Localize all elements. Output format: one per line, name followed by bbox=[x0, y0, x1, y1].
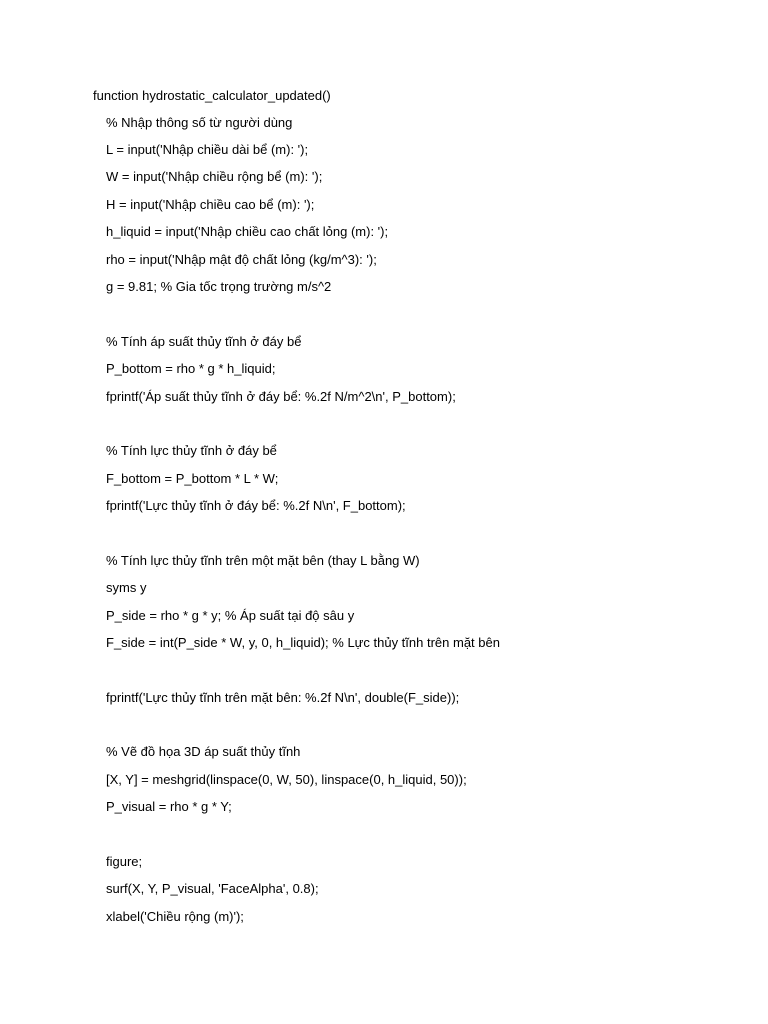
code-line-comment-input: % Nhập thông số từ người dùng bbox=[106, 115, 293, 130]
code-line-meshgrid: [X, Y] = meshgrid(linspace(0, W, 50), linspace(0, h_liquid, 50)); bbox=[106, 772, 467, 787]
code-line-comment-bottom-pressure: % Tính áp suất thủy tĩnh ở đáy bể bbox=[106, 334, 302, 349]
code-line-function-header: function hydrostatic_calculator_updated() bbox=[93, 88, 331, 103]
code-line-print-side-force: fprintf('Lực thủy tĩnh trên mặt bên: %.2f N\n', double(F_side)); bbox=[106, 690, 460, 705]
code-line-comment-side-force: % Tính lực thủy tĩnh trên một mặt bên (thay L bằng W) bbox=[106, 553, 420, 568]
code-line-input-density: rho = input('Nhập mật độ chất lỏng (kg/m^3): '); bbox=[106, 252, 377, 267]
code-line-figure: figure; bbox=[106, 854, 143, 869]
code-line-input-width: W = input('Nhập chiều rộng bể (m): '); bbox=[106, 169, 323, 184]
code-line-bottom-pressure: P_bottom = rho * g * h_liquid; bbox=[106, 361, 276, 376]
code-line-p-visual: P_visual = rho * g * Y; bbox=[106, 799, 232, 814]
code-line-input-length: L = input('Nhập chiều dài bể (m): '); bbox=[106, 142, 309, 157]
code-line-comment-3d-plot: % Vẽ đồ họa 3D áp suất thủy tĩnh bbox=[106, 744, 301, 759]
code-line-syms: syms y bbox=[106, 580, 147, 595]
code-line-input-liquid-height: h_liquid = input('Nhập chiều cao chất lỏng (m): '); bbox=[106, 224, 389, 239]
code-line-input-height: H = input('Nhập chiều cao bể (m): '); bbox=[106, 197, 315, 212]
code-line-surf: surf(X, Y, P_visual, 'FaceAlpha', 0.8); bbox=[106, 881, 319, 896]
code-line-bottom-force: F_bottom = P_bottom * L * W; bbox=[106, 471, 279, 486]
code-line-comment-bottom-force: % Tính lực thủy tĩnh ở đáy bể bbox=[106, 443, 277, 458]
code-line-print-bottom-pressure: fprintf('Áp suất thủy tĩnh ở đáy bể: %.2f N/m^2\n', P_bottom); bbox=[106, 389, 456, 404]
code-line-print-bottom-force: fprintf('Lực thủy tĩnh ở đáy bể: %.2f N\n', F_bottom); bbox=[106, 498, 406, 513]
code-line-side-pressure: P_side = rho * g * y; % Áp suất tại độ sâu y bbox=[106, 608, 355, 623]
code-line-gravity: g = 9.81; % Gia tốc trọng trường m/s^2 bbox=[106, 279, 332, 294]
code-line-xlabel: xlabel('Chiều rộng (m)'); bbox=[106, 909, 244, 924]
code-line-side-force: F_side = int(P_side * W, y, 0, h_liquid); % Lực thủy tĩnh trên mặt bên bbox=[106, 635, 500, 650]
